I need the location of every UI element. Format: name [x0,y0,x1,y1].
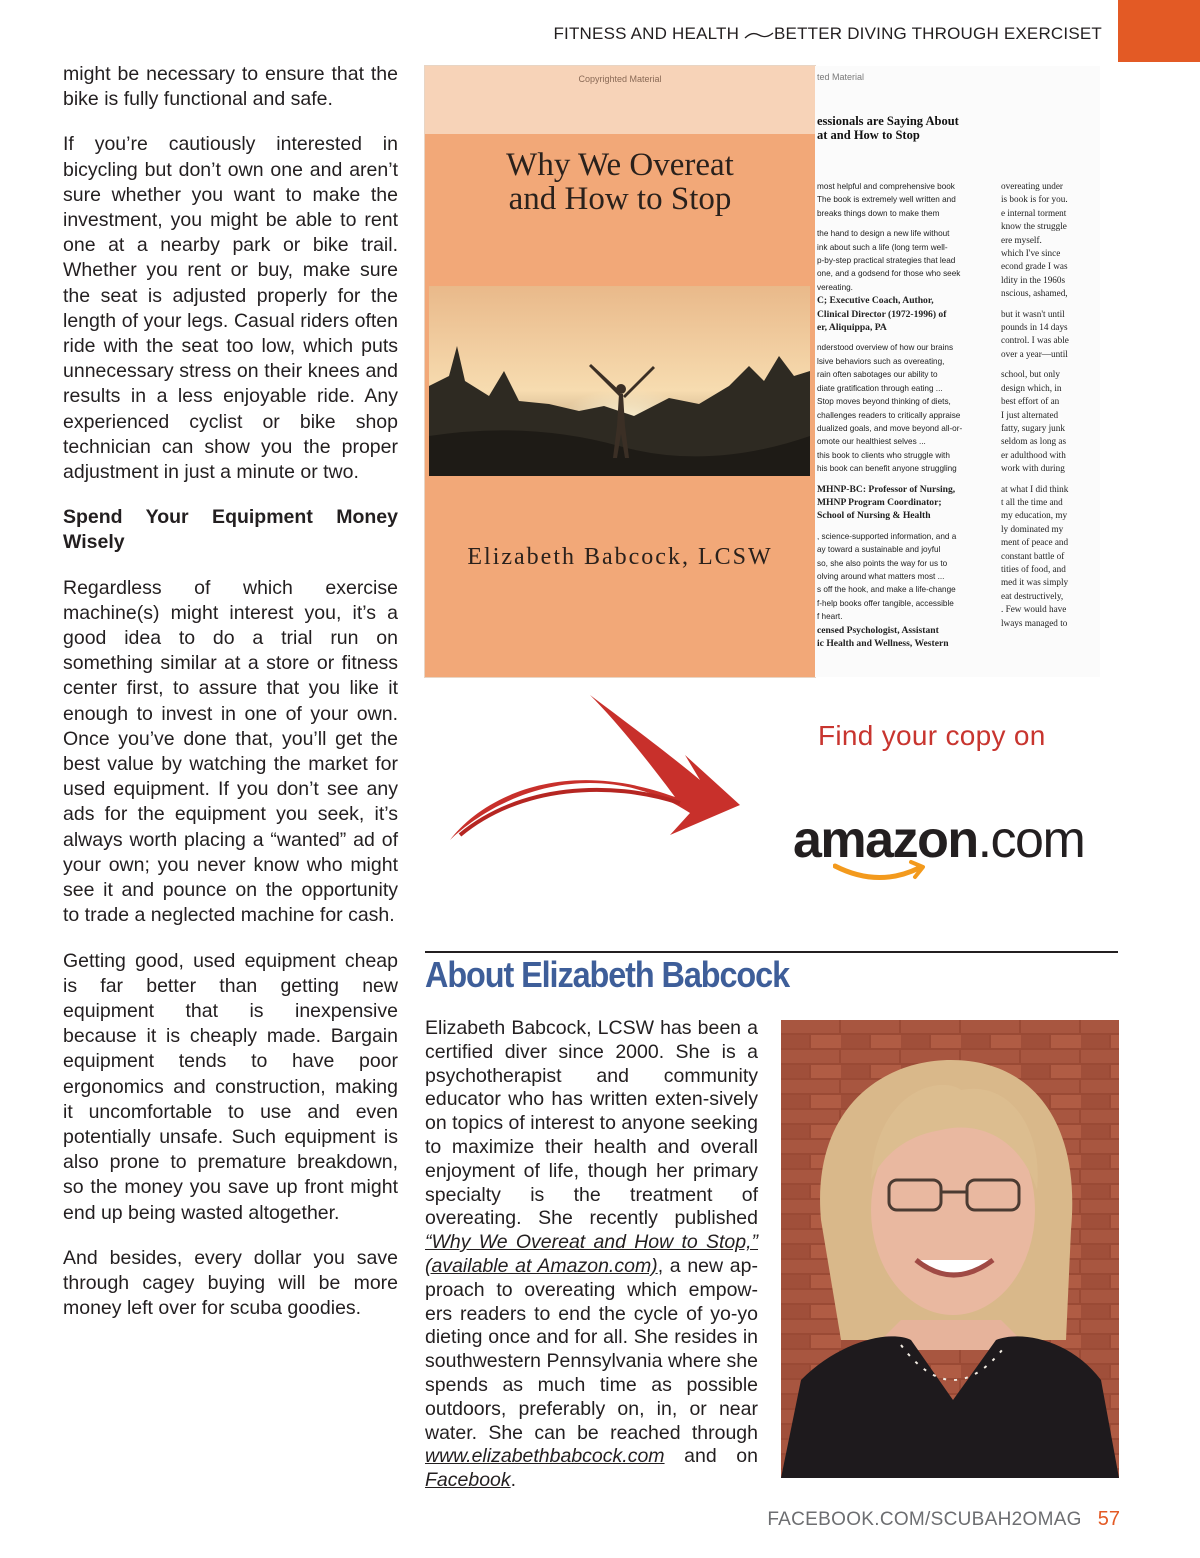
book-title-line-1: Why We Overeat [506,147,734,183]
back-line: his book can benefit anyone struggling [817,464,957,474]
back-line: The book is extremely well written and [817,195,956,205]
back-line: seldom as long as [1001,436,1067,447]
back-line: but it wasn't until [1001,308,1065,319]
back-line: ay toward a sustainable and joyful [817,545,941,555]
back-line: f heart. [817,612,843,622]
back-line: so, she also points the way for us to [817,558,948,568]
back-line: pounds in 14 days [1001,322,1068,333]
back-line: vereating. [817,282,853,292]
back-line: constant battle of [1001,550,1065,561]
back-line: tities of food, and [1001,563,1066,574]
back-line: ldity in the 1960s [1001,274,1066,285]
back-line: School of Nursing & Health [817,510,931,522]
back-line: ink about such a life (long term well- [817,242,948,252]
back-line: med it was simply [1001,577,1069,588]
running-header [540,24,1102,44]
back-line: omote our healthiest selves ... [817,437,926,447]
back-line: olving around what matters most ... [817,571,945,581]
book-author: Elizabeth Babcock, LCSW [467,544,773,570]
back-line: e internal torment [1001,207,1067,218]
book-title [425,148,815,216]
back-copyright: ted Material [817,72,865,82]
back-line: p-by-step practical strategies that lead [817,256,956,266]
section-divider [425,951,1118,953]
red-arrow-icon [440,685,770,875]
back-line: design which, in [1001,382,1062,393]
back-line [1001,476,1097,483]
back-line: dualized goals, and move beyond all-or- [817,423,963,433]
back-line: econd grade I was [1001,261,1068,272]
book-cover-image [425,66,815,677]
back-line: my education, my [1001,510,1068,521]
website-link[interactable]: www.elizabethbabcock.com [425,1445,665,1468]
back-line: I just alternated [1001,409,1059,420]
back-line: lways managed to [1001,617,1068,628]
back-line: overeating under [1001,181,1063,191]
author-portrait-photo [781,1020,1119,1478]
bio-text-1: Elizabeth Babcock, LCSW has been a certified diver since 2000. She is a psychotherapist and community educator who has written exten-sively on topics of interest to anyone seeking to maximize their health and overall enjoyment of life, though her primary specialty is the treatment of overeating. She recently published [425,1017,758,1230]
back-line: censed Psychologist, Assistant [817,624,939,636]
paragraph-1: might be necessary to ensure that the bike is fully functional and safe. [63,63,398,111]
back-line: t all the time and [1001,496,1063,507]
find-copy-text: Find your copy on [818,720,1046,751]
back-line: best effort of an [1001,396,1060,407]
back-line [817,220,991,227]
back-line [1001,361,1097,368]
back-line: which I've since [1001,248,1061,259]
page-footer [750,1508,1120,1531]
page-number: 57 [1097,1508,1120,1530]
back-line: nderstood overview of how our brains [817,343,954,353]
back-line: C; Executive Coach, Author, [817,295,934,307]
header-section: FITNESS AND HEALTH [553,24,740,43]
back-line [1001,301,1097,308]
book-link[interactable]: “Why We Overeat and How to Stop,” (available at Amazon.com) [425,1231,758,1277]
back-heading-line-2: at and How to Stop [817,128,920,142]
paragraph-5: And besides, every dollar you save through cagey buying will be more money left over for scuba goodies. [63,1246,398,1320]
paragraph-4: Getting good, used equipment cheap is far better than getting new equipment that is inexpensive because it is cheaply made. Bargain equipment tends to have poor ergonomics and construction, making it uncomfortable to use and even potentially unsafe. Such equipment is also prone to premature breakdown, so the money you save up front might end up being wasted altogether. [63,949,398,1224]
footer-site: FACEBOOK.COM/SCUBAH2OMAG [767,1509,1082,1530]
book-title-line-2: and How to Stop [508,181,732,217]
back-line: ic Health and Wellness, Western [817,638,949,649]
bio-and-on: and on [684,1445,758,1468]
amazon-logo[interactable] [793,810,1108,890]
back-line [817,476,991,483]
back-line: s off the hook, and make a life-change [817,585,956,595]
back-line: work with during [1001,463,1065,474]
back-line: Stop moves beyond thinking of diets, [817,397,951,407]
back-line: rain often sabotages our ability to [817,370,938,380]
paragraph-3: Regardless of which exercise machine(s) might interest you, it’s a good idea to do a trial run on something similar at a store or fitness center first, to assure that you like it enough to invest in one of your own. Once you’ve done that, you’ll get the best value by watching the market for used equipment. If you don’t see any ads for the equipment you seek, it’s always worth placing a “wanted” ad of your own; you never know who might see it and pounce on the opportunity to trade a neglected machine for cash. [63,576,398,927]
orange-page-tab [1118,0,1200,62]
back-line: over a year—until [1001,348,1068,359]
back-line: f-help books offer tangible, accessible [817,598,954,608]
back-line: fatty, sugary junk [1001,422,1065,433]
back-line: ment of peace and [1001,537,1069,548]
back-heading [817,114,1007,142]
facebook-link[interactable]: Facebook [425,1469,511,1492]
back-line: lsive behaviors such as overeating, [817,356,945,366]
back-line [817,523,991,530]
back-column-2 [1001,180,1097,630]
back-line [817,334,991,341]
back-line: the hand to design a new life without [817,229,950,239]
back-line: er, Aliquippa, PA [817,322,887,334]
author-bio [425,1017,758,1493]
back-line: school, but only [1001,369,1060,380]
back-line: at what I did think [1001,483,1069,494]
cover-copyright: Copyrighted Material [578,74,662,84]
back-line: eat destructively, [1001,590,1064,601]
back-line: diate gratification through eating ... [817,383,943,393]
swash-divider-icon [744,30,774,40]
back-column-1 [817,180,991,650]
back-heading-line-1: essionals are Saying About [817,114,959,128]
paragraph-2: If you’re cautiously interested in bicycling but don’t own one and aren’t sure whether you want to make the investment, you might be able to rent one at a nearby park or bike trail. Whether you rent or buy, make sure the seat is adjusted properly for the length of your legs. Casual riders often ride with the seat too low, which puts unnecessary stress on their knees and results in a less enjoyable ride. Any experienced cyclist or bike shop technician can show you the proper adjustment in just a minute or two. [63,133,398,484]
back-line: nscious, ashamed, [1001,288,1068,299]
back-line: MHNP-BC: Professor of Nursing, [817,483,956,495]
back-line: is book is for you. [1001,194,1068,205]
back-line: most helpful and comprehensive book [817,182,955,191]
amazon-suffix: .com [977,811,1085,869]
header-title: BETTER DIVING THROUGH EXERCISET [774,24,1102,43]
sunset-yoga-photo [429,286,810,476]
article-left-column [63,62,398,1341]
back-line: breaks things down to make them [817,208,940,218]
amazon-main: amazon [793,811,978,869]
back-line: challenges readers to critically appraise [817,410,961,420]
back-line: , science-supported information, and a [817,531,957,541]
back-line: one, and a godsend for those who seek [817,269,961,279]
amazon-smile-icon [833,858,928,890]
back-line: MHNP Program Coordinator; [817,496,942,508]
about-heading: About Elizabeth Babcock [425,954,790,995]
back-line: er adulthood with [1001,449,1066,460]
back-line: ly dominated my [1001,523,1064,534]
back-line: this book to clients who struggle with [817,450,950,460]
bio-end: . [510,1469,517,1492]
back-line: control. I was able [1001,335,1069,346]
bio-text-2: , a new ap-proach to overeating which empow-ers readers to end the cycle of yo-yo dieting once and for all. She resides in southwestern Pennsylvania where she spends as much time as possible outdoors, preferably on, in, or near water. She can be reached through [425,1254,758,1444]
book-back-cover-image [815,66,1100,677]
back-line: know the struggle [1001,221,1067,232]
back-line: ere myself. [1001,234,1042,245]
back-line: . Few would have [1001,604,1067,615]
back-line: Clinical Director (1972-1996) of [817,308,947,320]
subheading: Spend Your Equipment Money Wisely [63,506,398,554]
